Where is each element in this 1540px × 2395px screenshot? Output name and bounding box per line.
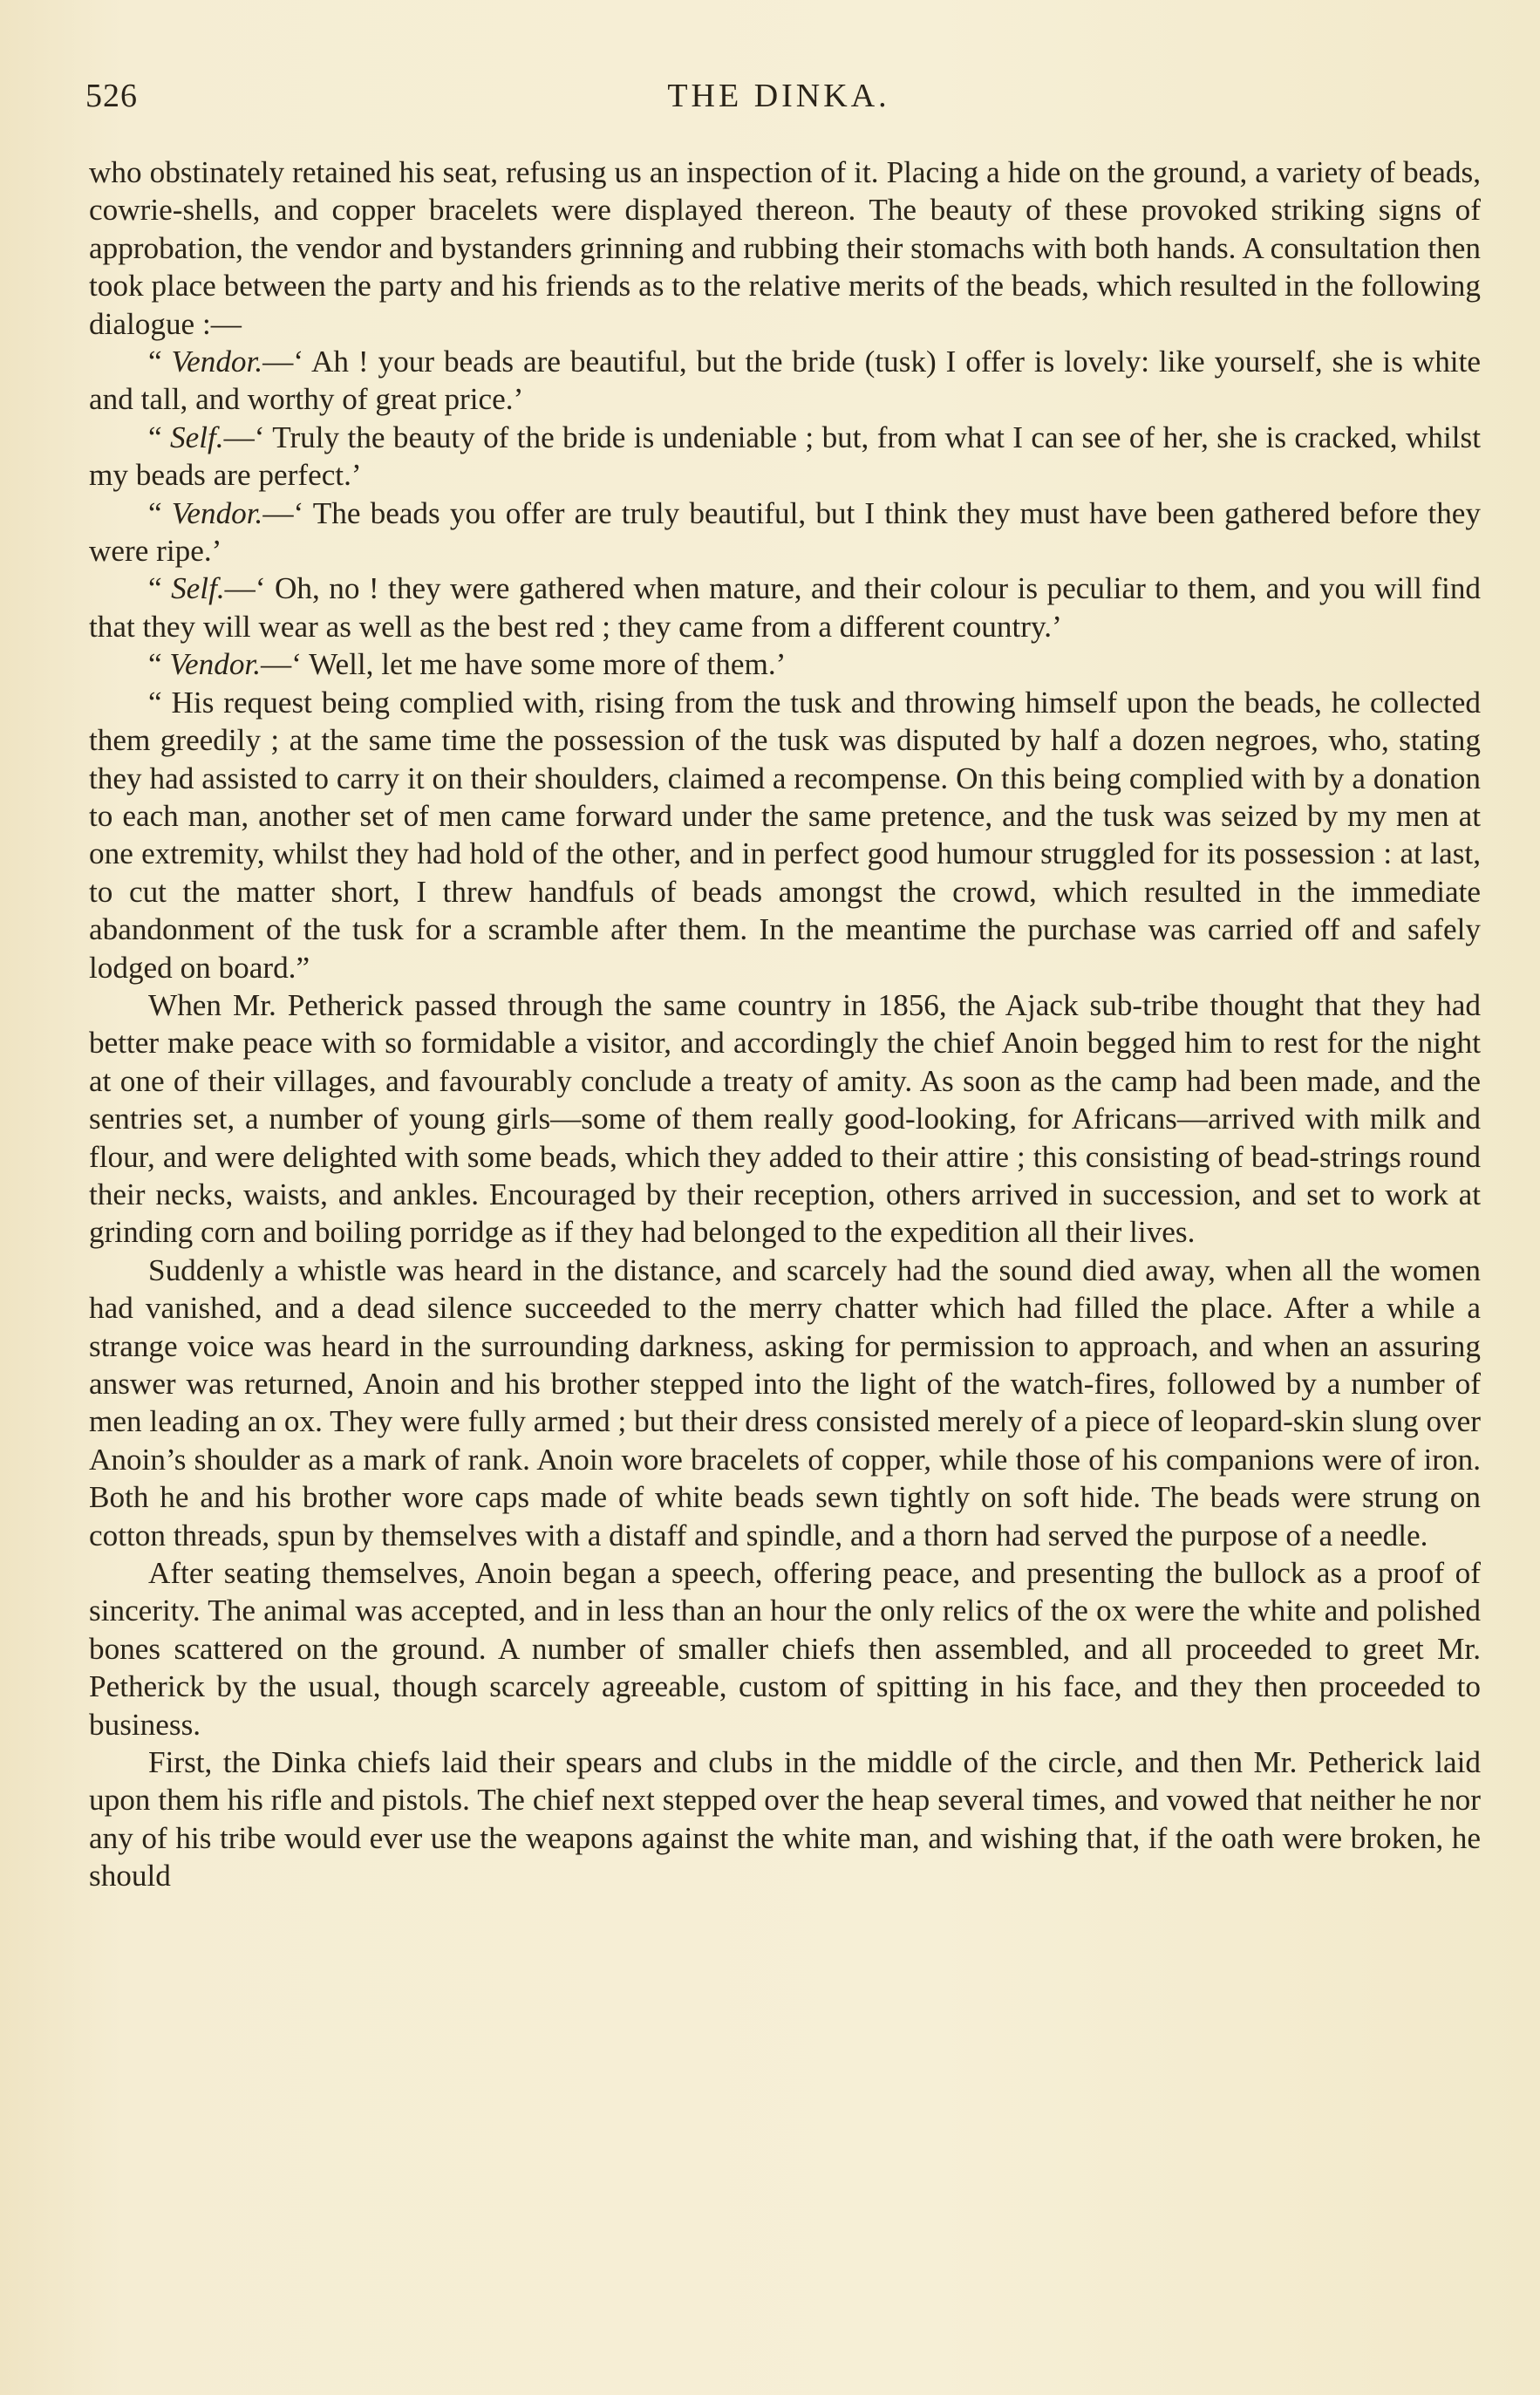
open-quote: “ bbox=[148, 345, 172, 379]
open-quote: “ bbox=[148, 571, 172, 606]
speaker-name: Vendor. bbox=[169, 647, 262, 682]
open-quote: “ bbox=[148, 495, 172, 530]
speaker-name: Vendor. bbox=[171, 495, 263, 530]
paragraph-text: who obstinately retained his seat, refusing us an inspection of it. Placing a hide on the ground, a variety of beads, cowrie-shells, and copper bracelets were displayed thereon. The beauty of these provoked striking signs of approbation, the vendor and bystanders grinning and rubbing their stomachs with both hands. A consultation then took place between the party and his friends as to the relative merits of the beads, which resulted in the following dialogue :— bbox=[89, 155, 1481, 341]
paragraph-text: Suddenly a whistle was heard in the distance, and scarcely had the sound died away, when all the women had vanished, and a dead silence succeeded to the merry chatter which had filled the place. After a while a strange voice was heard in the surrounding darkness, asking for permission to approach, and when an assuring answer was returned, Anoin and his brother stepped into the light of the watch-fires, followed by a number of men leading an ox. They were fully armed ; but their dress consisted merely of a piece of leopard-skin slung over Anoin’s shoulder as a mark of rank. Anoin wore bracelets of copper, while those of his companions were of iron. Both he and his brother wore caps made of white beads sewn tightly on soft hide. The beads were strung on cotton threads, spun by themselves with a distaff and spindle, and a thorn had served the purpose of a needle. bbox=[89, 1252, 1481, 1552]
paragraph bbox=[89, 1743, 1481, 1895]
running-head: THE DINKA. bbox=[667, 78, 890, 114]
paragraph-text: When Mr. Petherick passed through the same country in 1856, the Ajack sub-tribe thought that they had better make peace with so formidable a visitor, and accordingly the chief Anoin begged him to rest for the night at one of their villages, and favourably conclude a treaty of amity. As soon as the camp had been made, and the sentries set, a number of young girls—some of them really good-looking, for Africans—arrived with milk and flour, and were delighted with some beads, which they added to their attire ; this consisting of bead-strings round their necks, waists, and ankles. Encouraged by their reception, others arrived in succession, and set to work at grinding corn and boiling porridge as if they had belonged to the expedition all their lives. bbox=[89, 987, 1481, 1250]
page-number: 526 bbox=[85, 78, 138, 114]
dialogue-text: —‘ The beads you offer are truly beautiful, but I think they must have been gathered before they were ripe.’ bbox=[89, 495, 1481, 569]
paragraph-text: “ His request being complied with, rising from the tusk and throwing himself upon the beads, he collected them greedily ; at the same time the possession of the tusk was disputed by half a dozen negroes, who, stating they had assisted to carry it on their shoulders, claimed a recompense. On this being complied with by a donation to each man, another set of men came forward under the same pretence, and the tusk was seized by my men at one extremity, whilst they had hold of the other, and in perfect good humour struggled for its possession : at last, to cut the matter short, I threw handfuls of beads amongst the crowd, which resulted in the immediate abandonment of the tusk for a scramble after them. In the meantime the purchase was carried off and safely lodged on board.” bbox=[89, 685, 1481, 985]
page-header bbox=[77, 77, 1481, 129]
speaker-name: Self. bbox=[170, 420, 224, 454]
paragraph-text: First, the Dinka chiefs laid their spears and clubs in the middle of the circle, and then Mr. Petherick laid upon them his rifle and pistols. The chief next stepped over the heap several times, and vowed that neither he nor any of his tribe would ever use the weapons against the white man, and wishing that, if the oath were broken, he should bbox=[89, 1745, 1481, 1893]
speaker-name: Self. bbox=[171, 571, 225, 606]
dialogue-text: —‘ Ah ! your beads are beautiful, but the bride (tusk) I offer is lovely: like yourself, she is white and tall, and worthy of great price.’ bbox=[89, 345, 1481, 417]
paragraph bbox=[89, 1554, 1481, 1743]
paragraph-text: After seating themselves, Anoin began a speech, offering peace, and presenting the bullock as a proof of sincerity. The animal was accepted, and in less than an hour the only relics of the ox were the white and polished bones scattered on the ground. A number of smaller chiefs then assembled, and all proceeded to greet Mr. Petherick by the usual, though scarcely agreeable, custom of spitting in his face, and they then proceeded to business. bbox=[89, 1556, 1481, 1742]
open-quote: “ bbox=[148, 647, 170, 682]
dialogue-line bbox=[89, 419, 1481, 495]
body-text bbox=[89, 154, 1481, 1895]
paragraph bbox=[89, 154, 1481, 343]
dialogue-line bbox=[89, 495, 1481, 570]
paragraph bbox=[89, 986, 1481, 1252]
open-quote: “ bbox=[148, 420, 170, 454]
dialogue-text: —‘ Oh, no ! they were gathered when mature, and their colour is peculiar to them, and you will find that they will wear as well as the best red ; they came from a different country.’ bbox=[89, 571, 1482, 644]
dialogue-text: —‘ Well, let me have some more of them.’ bbox=[261, 647, 787, 682]
dialogue-line bbox=[89, 570, 1481, 645]
speaker-name: Vendor. bbox=[171, 345, 263, 379]
paragraph bbox=[89, 684, 1481, 986]
paragraph bbox=[89, 1252, 1481, 1554]
dialogue-text: —‘ Truly the beauty of the bride is undeniable ; but, from what I can see of her, she is cracked, whilst my beads are perfect.’ bbox=[89, 420, 1481, 493]
dialogue-line bbox=[89, 343, 1481, 419]
dialogue-line bbox=[89, 645, 1481, 683]
